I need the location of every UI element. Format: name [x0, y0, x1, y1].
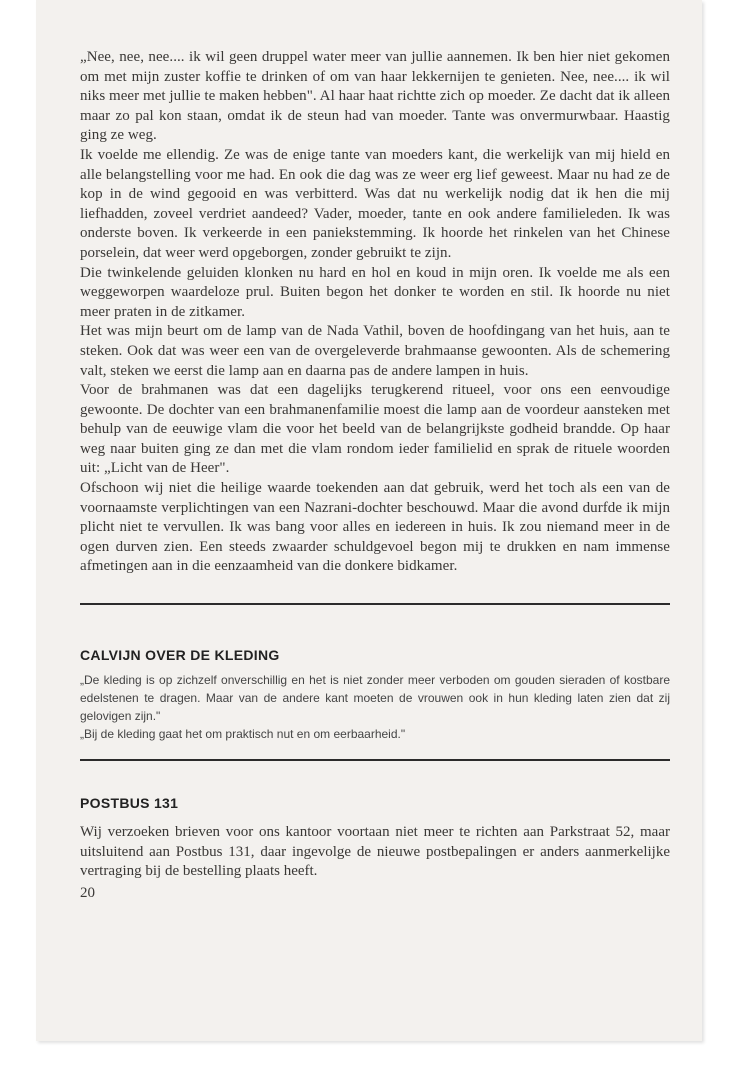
page-number: 20 — [80, 884, 95, 901]
section-divider — [80, 603, 670, 605]
quote-paragraph: „Bij de kleding gaat het om praktisch nut en om eerbaarheid." — [80, 727, 406, 742]
postbus-heading: POSTBUS 131 — [80, 795, 179, 812]
story-paragraph: „Nee, nee, nee.... ik wil geen druppel water meer van jullie aannemen. Ik ben hier niet gekomen om met mijn zuster koffie te drinken of om van haar lekkernijen te genieten. Nee, nee.... ik wil niks meer met jullie te maken hebben". Al haar haat richtte zich op moeder. Ze dacht dat ik alleen maar zo pal kon staan, omdat ik de steun had van moeder. Tante was onvermurwbaar. Haastig ging ze weg. — [80, 49, 670, 144]
calvijn-quote — [80, 671, 670, 743]
story-text — [80, 48, 670, 577]
story-paragraph: Het was mijn beurt om de lamp van de Nada Vathil, boven de hoofdingang van het huis, aan te steken. Ook dat was weer een van de overgeleverde brahmaanse gewoonten. Als de schemering valt, steken we eerst die lamp aan en daarna pas de andere lampen in huis. — [80, 323, 670, 379]
story-paragraph: Voor de brahmanen was dat een dagelijks terugkerend ritueel, voor ons een eenvoudige gewoonte. De dochter van een brahmanenfamilie moest die lamp aan de voordeur aansteken met behulp van de eeuwige vlam die voor het beeld van de belangrijkste godheid brandde. Op haar weg naar buiten ging ze dan met die vlam rondom ieder familielid en sprak de rituele woorden uit: „Licht van de Heer". — [80, 382, 670, 477]
postbus-notice — [80, 823, 670, 882]
calvijn-heading: CALVIJN OVER DE KLEDING — [80, 647, 280, 664]
section-divider — [80, 759, 670, 761]
story-paragraph: Die twinkelende geluiden klonken nu hard en hol en koud in mijn oren. Ik voelde me als een weggeworpen waardeloze prul. Buiten begon het donker te worden en stil. Ik hoorde nu niet meer praten in de zitkamer. — [80, 264, 670, 320]
page-sheet — [36, 0, 702, 1041]
page-content — [80, 48, 670, 903]
story-paragraph: Ik voelde me ellendig. Ze was de enige tante van moeders kant, die werkelijk van mij hield en alle belangstelling voor me had. En ook die dag was ze weer erg lief geweest. Maar nu had ze de kop in de wind gegooid en was verbitterd. Was dat nu werkelijk nodig dat ik hen die mij liefhadden, zoveel verdriet aandeed? Vader, moeder, tante en ook andere familieleden. Ik was onderste boven. Ik verkeerde in een paniekstemming. Ik hoorde het rinkelen van het Chinese porselein, dat weer werd opgeborgen, zonder gebruikt te zijn. — [80, 146, 670, 261]
postbus-paragraph: Wij verzoeken brieven voor ons kantoor voortaan niet meer te richten aan Parkstraat 52, maar uitsluitend aan Postbus 131, daar ingevolge de nieuwe postbepalingen er anders aanmerkelijke vertraging bij de bestelling plaats heeft. — [80, 824, 670, 880]
story-paragraph: Ofschoon wij niet die heilige waarde toekenden aan dat gebruik, werd het toch als een van de voornaamste verplichtingen van een Nazrani-dochter beschouwd. Maar die avond durfde ik mijn plicht niet te vervullen. Ik was bang voor alles en iedereen in huis. Ik zou niemand meer in de ogen durven zien. Een steeds zwaarder schuldgevoel begon mij te drukken en nam immense afmetingen aan in die eenzaamheid van die donkere bidkamer. — [80, 480, 670, 575]
quote-paragraph: „De kleding is op zichzelf onverschillig en het is niet zonder meer verboden om gouden sieraden of kostbare edelstenen te dragen. Maar van de andere kant moeten de vrouwen ook in hun kleding laten zien dat zij gelovigen zijn." — [80, 673, 670, 724]
